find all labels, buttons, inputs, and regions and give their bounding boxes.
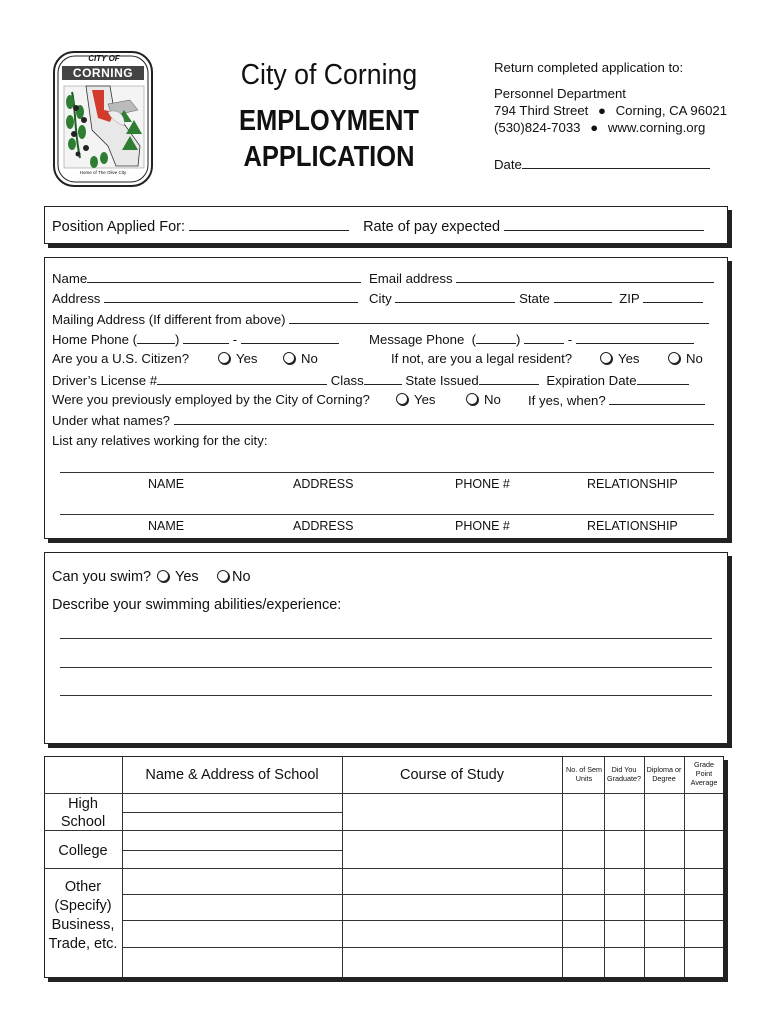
swim-no-radio[interactable] (217, 570, 229, 582)
department-label: Personnel Department (494, 86, 626, 101)
home-phone-prefix[interactable] (183, 331, 229, 344)
home-phone-area[interactable] (137, 331, 175, 344)
title-line2: APPLICATION (243, 141, 415, 173)
legal-yes-label: Yes (618, 351, 640, 366)
name-label: Name (52, 271, 88, 286)
address-line (494, 103, 727, 119)
license-field[interactable] (157, 372, 327, 385)
legal-no-radio[interactable] (668, 352, 680, 364)
relative-2-address-header: ADDRESS (293, 519, 354, 533)
row-if-yes-when (528, 392, 705, 409)
header-school: Name & Address of School (145, 767, 319, 783)
header-course: Course of Study (400, 767, 504, 783)
city-label: City (369, 291, 392, 306)
row-citizen (52, 351, 189, 367)
row-home-phone: Home Phone ( ) - (52, 331, 339, 348)
city-name: City of Corning (240, 59, 418, 91)
row-city (369, 290, 703, 307)
row-previously-employed (52, 392, 370, 408)
state-issued-label: State Issued (405, 373, 479, 388)
citizen-yes-option[interactable] (218, 351, 258, 367)
swim-yes-option[interactable] (157, 569, 199, 585)
street-address: 794 Third Street (494, 103, 589, 118)
relative-2-line[interactable] (60, 514, 714, 515)
legal-no-option[interactable] (668, 351, 703, 367)
edu-other-subline[interactable] (122, 947, 723, 948)
pay-field[interactable] (504, 218, 704, 231)
state-field[interactable] (554, 290, 612, 303)
legal-yes-option[interactable] (600, 351, 640, 367)
row-other-line3: Business, (51, 917, 115, 933)
home-phone-number[interactable] (241, 331, 339, 344)
email-field[interactable] (456, 270, 714, 283)
seal-motto: Home of The Olive City (79, 170, 127, 175)
edu-college-subline[interactable] (122, 850, 342, 851)
swim-question: Can you swim? (52, 569, 152, 585)
edu-col-divider (644, 756, 645, 977)
state-issued-field[interactable] (479, 372, 539, 385)
under-names-label: Under what names? (52, 413, 171, 428)
prev-no-option[interactable] (466, 392, 501, 408)
if-yes-label: If yes, when? (528, 393, 606, 408)
legal-resident-question: If not, are you a legal resident? (391, 351, 573, 366)
swim-answer-line-1[interactable] (60, 638, 712, 639)
edu-row-divider (44, 830, 723, 831)
position-label: Position Applied For: (52, 219, 185, 235)
date-label: Date (494, 157, 522, 172)
row-other-line1: Other (64, 879, 102, 895)
edu-other-subline[interactable] (122, 920, 723, 921)
citizen-no-option[interactable] (283, 351, 318, 367)
relatives-label: List any relatives working for the city: (52, 433, 268, 448)
row-mailing (52, 311, 709, 328)
relative-2-phone-header: PHONE # (455, 519, 510, 533)
row-college: College (58, 843, 108, 859)
edu-row-divider (44, 868, 723, 869)
swim-question-row (52, 569, 151, 585)
relative-1-relationship-header: RELATIONSHIP (587, 477, 678, 491)
row-message-phone: Message Phone ( ) - (369, 331, 694, 348)
citizen-yes-label: Yes (236, 351, 258, 366)
date-row (494, 156, 710, 173)
prev-no-radio[interactable] (466, 393, 478, 405)
website-link[interactable]: www.corning.org (607, 120, 706, 135)
swim-no-label: No (232, 569, 251, 585)
under-names-field[interactable] (174, 412, 714, 425)
position-row (52, 218, 704, 235)
message-phone-area[interactable] (476, 331, 516, 344)
prev-yes-radio[interactable] (396, 393, 408, 405)
legal-yes-radio[interactable] (600, 352, 612, 364)
bullet-icon: ● (590, 120, 599, 135)
row-under-names (52, 412, 714, 429)
prev-employed-question: Were you previously employed by the City of Corning? (52, 392, 370, 407)
city-state-zip: Corning, CA 96021 (615, 103, 728, 118)
message-phone-label: Message Phone (369, 332, 465, 347)
prev-yes-option[interactable] (396, 392, 436, 408)
edu-col-divider (604, 756, 605, 977)
swim-yes-radio[interactable] (157, 570, 169, 582)
row-address (52, 290, 358, 307)
swim-answer-line-3[interactable] (60, 695, 712, 696)
relative-1-name-header: NAME (148, 477, 185, 491)
header-gpa: Grade Point Average (690, 760, 718, 787)
expiration-field[interactable] (637, 372, 689, 385)
row-other-line4: Trade, etc. (48, 936, 118, 952)
relative-1-address-header: ADDRESS (293, 477, 354, 491)
header-graduate: Did You Graduate? (607, 765, 641, 783)
row-email (369, 270, 714, 287)
header-units: No. of Sem Units (566, 765, 602, 783)
address-field[interactable] (104, 290, 358, 303)
edu-school-subline[interactable] (122, 812, 342, 813)
prev-yes-label: Yes (414, 392, 436, 407)
relative-1-phone-header: PHONE # (455, 477, 510, 491)
state-label: State (519, 291, 550, 306)
row-high-school (44, 795, 122, 831)
bullet-icon: ● (598, 103, 606, 118)
education-table (44, 756, 724, 978)
relative-1-line[interactable] (60, 472, 714, 473)
header-diploma: Diploma or Degree (646, 765, 682, 783)
row-other-line2: (Specify) (54, 898, 112, 914)
row-name (52, 270, 361, 287)
legal-no-label: No (686, 351, 703, 366)
expiration-label: Expiration Date (546, 373, 637, 388)
message-phone-prefix[interactable] (524, 331, 564, 344)
contact-line (494, 120, 705, 136)
swim-yes-label: Yes (175, 569, 199, 585)
date-field[interactable] (522, 156, 710, 169)
name-field[interactable] (87, 270, 361, 283)
row-high-school-line2: School (60, 814, 106, 830)
phone-number: (530)824-7033 (494, 120, 581, 135)
edu-col-divider (122, 756, 123, 977)
swim-describe-label: Describe your swimming abilities/experience: (52, 597, 342, 613)
class-field[interactable] (364, 372, 402, 385)
class-label: Class (330, 373, 364, 388)
pay-label: Rate of pay expected (363, 219, 501, 235)
edu-row-divider (44, 793, 723, 794)
edu-other-subline[interactable] (122, 894, 723, 895)
license-label: Driver’s License # (52, 373, 158, 388)
swim-answer-line-2[interactable] (60, 667, 712, 668)
address-label: Address (52, 291, 101, 306)
return-to-label: Return completed application to: (494, 60, 684, 75)
edu-col-divider (684, 756, 685, 977)
title-line1: EMPLOYMENT (238, 105, 420, 137)
row-other (44, 878, 122, 954)
swim-no-option[interactable] (217, 569, 251, 585)
position-field[interactable] (189, 218, 349, 231)
edu-col-divider (562, 756, 563, 977)
city-seal (52, 50, 154, 188)
if-yes-field[interactable] (609, 392, 705, 405)
prev-no-label: No (484, 392, 501, 407)
home-phone-label: Home Phone (52, 332, 129, 347)
seal-name-text: CORNING (72, 66, 134, 80)
relative-2-relationship-header: RELATIONSHIP (587, 519, 678, 533)
row-license (52, 372, 689, 389)
mailing-label: Mailing Address (If different from above) (52, 312, 286, 327)
citizen-question: Are you a U.S. Citizen? (52, 351, 190, 366)
message-phone-number[interactable] (576, 331, 694, 344)
zip-field[interactable] (643, 290, 703, 303)
citizen-yes-radio[interactable] (218, 352, 230, 364)
edu-col-divider (342, 756, 343, 977)
seal-top-text: CITY OF (88, 54, 120, 63)
row-high-school-line1: High (68, 796, 98, 812)
city-field[interactable] (395, 290, 515, 303)
mailing-field[interactable] (289, 311, 709, 324)
relative-2-name-header: NAME (148, 519, 185, 533)
citizen-no-radio[interactable] (283, 352, 295, 364)
zip-label: ZIP (619, 291, 640, 306)
citizen-no-label: No (301, 351, 318, 366)
email-label: Email address (369, 271, 453, 286)
